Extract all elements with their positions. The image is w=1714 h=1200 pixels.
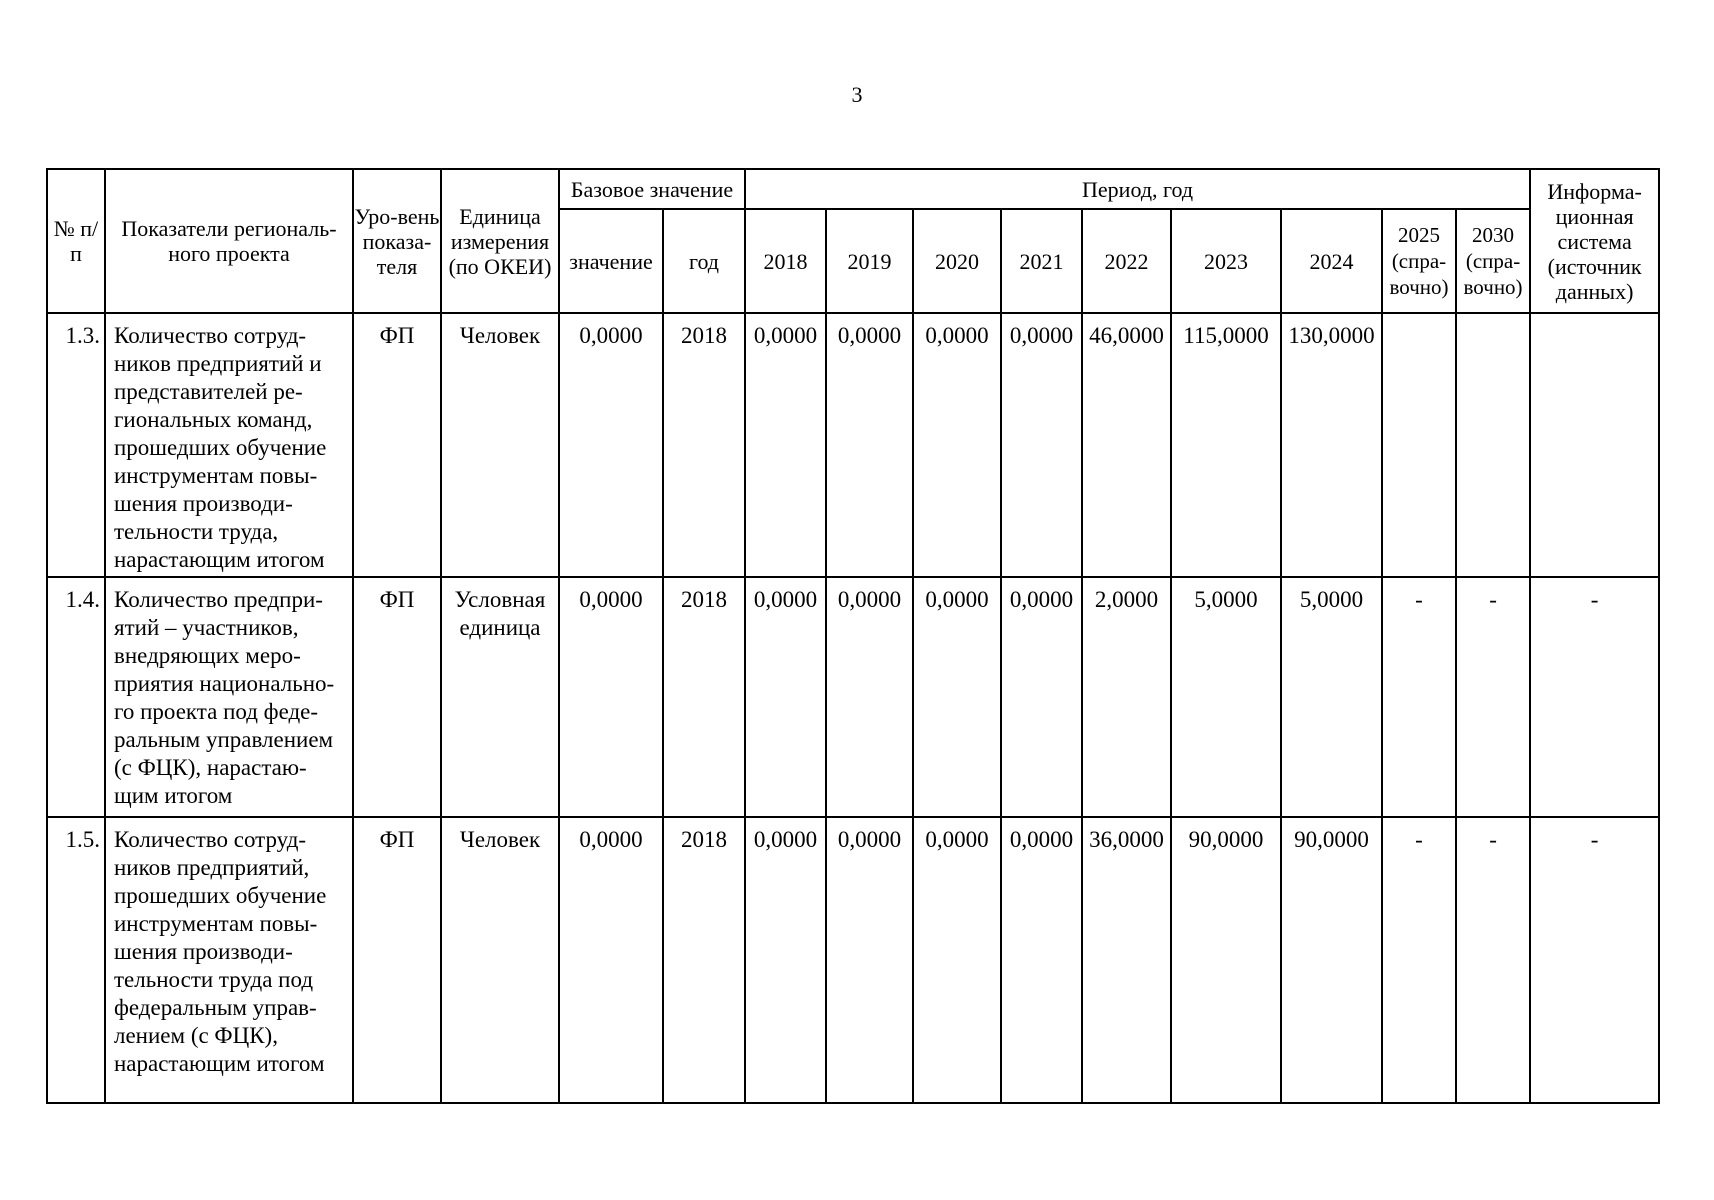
- row-value-2019: 0,0000: [826, 577, 913, 817]
- row-value-2019: 0,0000: [826, 817, 913, 1103]
- header-info: Информа-ционная система (источник данных): [1530, 169, 1659, 313]
- row-num: 1.5.: [47, 817, 105, 1103]
- row-unit: Условная единица: [441, 577, 559, 817]
- header-year-2023: 2023: [1171, 209, 1281, 313]
- header-indicator: Показатели региональ-ного проекта: [105, 169, 353, 313]
- row-value-2024: 5,0000: [1281, 577, 1382, 817]
- row-value-2024: 130,0000: [1281, 313, 1382, 577]
- header-year-2020: 2020: [913, 209, 1001, 313]
- row-base-value: 0,0000: [559, 577, 663, 817]
- row-value-2018: 0,0000: [745, 817, 826, 1103]
- row-value-2025: -: [1382, 577, 1456, 817]
- table-row: [47, 817, 1659, 1103]
- row-base-year: 2018: [663, 817, 745, 1103]
- row-value-2023: 90,0000: [1171, 817, 1281, 1103]
- row-value-2018: 0,0000: [745, 313, 826, 577]
- row-value-2022: 46,0000: [1082, 313, 1171, 577]
- row-base-year: 2018: [663, 577, 745, 817]
- row-indicator: Количество сотруд-ников предприятий и представителей ре-гиональных команд, прошедших обучение инструментам повы-шения производи-тельности труда, нарастающим итогом: [105, 313, 353, 577]
- header-base: Базовое значение: [559, 169, 745, 209]
- header-year-2022: 2022: [1082, 209, 1171, 313]
- row-level: ФП: [353, 313, 441, 577]
- table-row: [47, 313, 1659, 577]
- header-level: Уро-вень показа-теля: [353, 169, 441, 313]
- row-indicator: Количество предпри-ятий – участников, внедряющих меро-приятия национально-го проекта под феде-ральным управлением (с ФЦК), нарастаю-щим итогом: [105, 577, 353, 817]
- row-unit: Человек: [441, 313, 559, 577]
- row-value-2023: 115,0000: [1171, 313, 1281, 577]
- row-info: [1530, 313, 1659, 577]
- row-value-2025: -: [1382, 817, 1456, 1103]
- row-value-2021: 0,0000: [1001, 313, 1082, 577]
- row-base-value: 0,0000: [559, 313, 663, 577]
- indicators-table: [46, 168, 1660, 1104]
- row-value-2030: -: [1456, 577, 1530, 817]
- row-value-2019: 0,0000: [826, 313, 913, 577]
- header-year-2021: 2021: [1001, 209, 1082, 313]
- row-value-2020: 0,0000: [913, 577, 1001, 817]
- row-level: ФП: [353, 577, 441, 817]
- row-value-2025: [1382, 313, 1456, 577]
- header-period: Период, год: [745, 169, 1530, 209]
- row-value-2020: 0,0000: [913, 313, 1001, 577]
- header-num: № п/п: [47, 169, 105, 313]
- header-year-2024: 2024: [1281, 209, 1382, 313]
- row-value-2020: 0,0000: [913, 817, 1001, 1103]
- row-value-2030: [1456, 313, 1530, 577]
- header-year-2025: 2025 (спра-вочно): [1382, 209, 1456, 313]
- row-indicator: Количество сотруд-ников предприятий, прошедших обучение инструментам повы-шения производи-тельности труда под федеральным управ-лением (с ФЦК), нарастающим итогом: [105, 817, 353, 1103]
- row-value-2022: 2,0000: [1082, 577, 1171, 817]
- page-number: 3: [851, 82, 863, 107]
- row-value-2018: 0,0000: [745, 577, 826, 817]
- row-info: -: [1530, 817, 1659, 1103]
- header-base-value: значение: [559, 209, 663, 313]
- header-year-2018: 2018: [745, 209, 826, 313]
- row-value-2023: 5,0000: [1171, 577, 1281, 817]
- table-row: [47, 577, 1659, 817]
- row-value-2030: -: [1456, 817, 1530, 1103]
- row-num: 1.4.: [47, 577, 105, 817]
- row-value-2022: 36,0000: [1082, 817, 1171, 1103]
- header-row-1: [47, 169, 1659, 209]
- row-level: ФП: [353, 817, 441, 1103]
- header-year-2030: 2030 (спра-вочно): [1456, 209, 1530, 313]
- row-num: 1.3.: [47, 313, 105, 577]
- header-unit: Единица измерения (по ОКЕИ): [441, 169, 559, 313]
- header-base-year: год: [663, 209, 745, 313]
- header-year-2019: 2019: [826, 209, 913, 313]
- row-value-2021: 0,0000: [1001, 577, 1082, 817]
- row-base-value: 0,0000: [559, 817, 663, 1103]
- row-value-2021: 0,0000: [1001, 817, 1082, 1103]
- row-base-year: 2018: [663, 313, 745, 577]
- row-info: -: [1530, 577, 1659, 817]
- row-value-2024: 90,0000: [1281, 817, 1382, 1103]
- row-unit: Человек: [441, 817, 559, 1103]
